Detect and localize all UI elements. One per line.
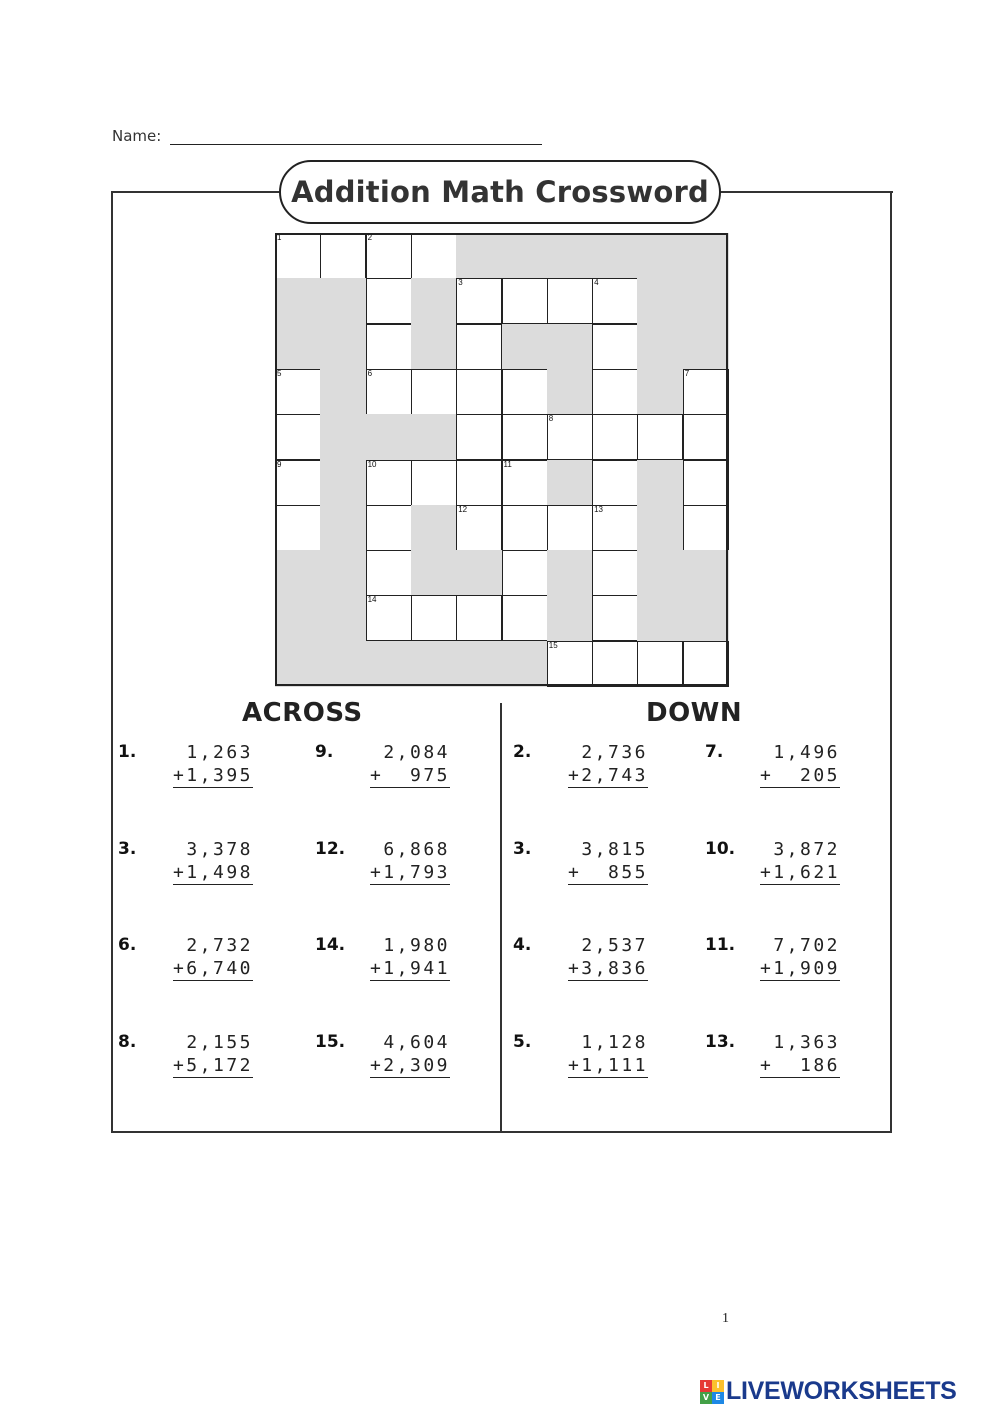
- blocked-cell: [502, 233, 548, 279]
- addend-bottom: + 855: [567, 862, 648, 883]
- down-clue: [705, 742, 840, 792]
- clue-number: 9: [277, 459, 282, 469]
- clue-number: 3: [458, 278, 463, 288]
- clue-label: 2.: [513, 742, 532, 762]
- blocked-cell: [547, 369, 593, 415]
- name-line[interactable]: [170, 144, 542, 145]
- blocked-cell: [366, 414, 412, 460]
- logo-tile: L: [700, 1380, 712, 1392]
- answer-cell[interactable]: [502, 505, 548, 551]
- blocked-cell: [637, 369, 683, 415]
- answer-cell[interactable]: [366, 460, 412, 506]
- clue-number: 10: [367, 459, 377, 469]
- liveworksheets-logo: [700, 1377, 957, 1406]
- clue-label: 1.: [118, 742, 137, 762]
- blocked-cell: [320, 369, 366, 415]
- addend-top: 3,378: [186, 839, 253, 860]
- blocked-cell: [637, 324, 683, 370]
- clue-number: 12: [458, 504, 468, 514]
- answer-cell[interactable]: [275, 233, 321, 279]
- clue-label: 7.: [705, 742, 724, 762]
- answer-cell[interactable]: [456, 324, 502, 370]
- down-clue: [705, 839, 840, 889]
- answer-cell[interactable]: [456, 595, 502, 641]
- logo-tile: E: [712, 1392, 724, 1404]
- answer-cell[interactable]: [592, 505, 638, 551]
- worksheet-title: Addition Math Crossword: [279, 160, 721, 224]
- down-clue: [513, 839, 648, 889]
- blocked-cell: [456, 641, 502, 687]
- down-clue: [513, 935, 648, 985]
- clue-number: 13: [594, 504, 603, 514]
- answer-cell[interactable]: [502, 460, 548, 506]
- blocked-cell: [275, 595, 321, 641]
- down-clue: [705, 935, 840, 985]
- blocked-cell: [637, 550, 683, 596]
- addend-bottom: +1,793: [369, 862, 450, 883]
- answer-cell[interactable]: [547, 505, 593, 551]
- blocked-cell: [456, 550, 502, 596]
- addend-top: 3,815: [581, 839, 648, 860]
- clue-label: 4.: [513, 935, 532, 955]
- blocked-cell: [320, 550, 366, 596]
- blocked-cell: [320, 324, 366, 370]
- clue-label: 6.: [118, 935, 137, 955]
- down-clue: [513, 1032, 648, 1082]
- addend-top: 1,980: [383, 935, 450, 956]
- crossword-grid: [275, 233, 728, 686]
- addend-bottom: +1,111: [567, 1055, 648, 1076]
- addend-top: 2,736: [581, 742, 648, 763]
- answer-cell[interactable]: [592, 595, 638, 641]
- answer-cell[interactable]: [320, 233, 366, 279]
- answer-cell[interactable]: [366, 595, 412, 641]
- blocked-cell: [683, 324, 729, 370]
- answer-cell[interactable]: [683, 505, 729, 551]
- answer-cell[interactable]: [592, 460, 638, 506]
- clue-number: 2: [367, 233, 373, 242]
- addend-top: 2,537: [581, 935, 648, 956]
- addend-top: 2,084: [383, 742, 450, 763]
- addend-bottom: +5,172: [172, 1055, 253, 1076]
- addend-bottom: +1,941: [369, 958, 450, 979]
- down-clue: [513, 742, 648, 792]
- answer-cell[interactable]: [547, 641, 593, 687]
- blocked-cell: [320, 278, 366, 324]
- answer-cell[interactable]: [592, 324, 638, 370]
- clue-number: 5: [277, 368, 282, 378]
- answer-cell[interactable]: [592, 369, 638, 415]
- clue-number: 1: [277, 233, 282, 242]
- answer-cell[interactable]: [411, 233, 457, 279]
- answer-cell[interactable]: [502, 369, 548, 415]
- answer-cell[interactable]: [502, 278, 548, 324]
- answer-cell[interactable]: [411, 595, 457, 641]
- frame-top-left: [111, 191, 281, 193]
- across-clue: [118, 935, 253, 985]
- blocked-cell: [320, 460, 366, 506]
- blocked-cell: [637, 278, 683, 324]
- answer-cell[interactable]: [366, 369, 412, 415]
- blocked-cell: [456, 233, 502, 279]
- answer-cell[interactable]: [637, 414, 683, 460]
- across-clue: [315, 839, 450, 889]
- blocked-cell: [366, 641, 412, 687]
- name-label: Name:: [112, 127, 162, 145]
- blocked-cell: [411, 641, 457, 687]
- across-clue: [315, 1032, 450, 1082]
- column-divider: [500, 703, 502, 1133]
- blocked-cell: [502, 324, 548, 370]
- answer-cell[interactable]: [456, 414, 502, 460]
- clue-label: 14.: [315, 935, 346, 955]
- answer-cell[interactable]: [683, 641, 729, 687]
- addend-top: 2,155: [186, 1032, 253, 1053]
- down-clue: [705, 1032, 840, 1082]
- addend-top: 7,702: [773, 935, 840, 956]
- clue-number: 6: [367, 368, 373, 378]
- answer-cell[interactable]: [683, 414, 729, 460]
- answer-cell[interactable]: [592, 641, 638, 687]
- addend-bottom: + 975: [369, 765, 450, 786]
- addend-bottom: +1,498: [172, 862, 253, 883]
- addend-bottom: + 205: [759, 765, 840, 786]
- across-clue: [118, 839, 253, 889]
- addend-bottom: +2,309: [369, 1055, 450, 1076]
- clue-number: 15: [548, 640, 558, 650]
- clue-label: 13.: [705, 1032, 736, 1052]
- blocked-cell: [411, 278, 457, 324]
- answer-cell[interactable]: [366, 324, 412, 370]
- blocked-cell: [683, 233, 729, 279]
- blocked-cell: [683, 595, 729, 641]
- addend-bottom: +1,395: [172, 765, 253, 786]
- blocked-cell: [411, 550, 457, 596]
- answer-cell[interactable]: [547, 414, 593, 460]
- clue-label: 12.: [315, 839, 346, 859]
- blocked-cell: [275, 550, 321, 596]
- clue-number: 7: [684, 368, 690, 378]
- across-clue: [315, 742, 450, 792]
- down-heading: DOWN: [646, 698, 743, 728]
- blocked-cell: [320, 641, 366, 687]
- answer-cell[interactable]: [275, 505, 321, 551]
- blocked-cell: [547, 460, 593, 506]
- clue-number: 4: [594, 278, 599, 288]
- answer-cell[interactable]: [683, 369, 729, 415]
- addend-top: 4,604: [383, 1032, 450, 1053]
- answer-cell[interactable]: [683, 460, 729, 506]
- clue-label: 3.: [513, 839, 532, 859]
- page-number: 1: [722, 1311, 729, 1326]
- blocked-cell: [683, 278, 729, 324]
- answer-cell[interactable]: [456, 505, 502, 551]
- liveworksheets-icon: [700, 1380, 724, 1404]
- logo-tile: V: [700, 1392, 712, 1404]
- blocked-cell: [637, 595, 683, 641]
- blocked-cell: [275, 278, 321, 324]
- across-heading: ACROSS: [242, 698, 363, 728]
- logo-tile: I: [712, 1380, 724, 1392]
- blocked-cell: [547, 595, 593, 641]
- answer-cell[interactable]: [592, 414, 638, 460]
- answer-cell[interactable]: [366, 233, 412, 279]
- answer-cell[interactable]: [411, 369, 457, 415]
- answer-cell[interactable]: [275, 460, 321, 506]
- answer-cell[interactable]: [366, 278, 412, 324]
- answer-cell[interactable]: [592, 278, 638, 324]
- addend-bottom: +2,743: [567, 765, 648, 786]
- answer-cell[interactable]: [592, 550, 638, 596]
- blocked-cell: [637, 233, 683, 279]
- clue-label: 5.: [513, 1032, 532, 1052]
- answer-cell[interactable]: [366, 505, 412, 551]
- blocked-cell: [320, 595, 366, 641]
- blocked-cell: [411, 414, 457, 460]
- addend-top: 1,263: [186, 742, 253, 763]
- across-clue: [315, 935, 450, 985]
- addend-top: 3,872: [773, 839, 840, 860]
- blocked-cell: [275, 641, 321, 687]
- blocked-cell: [547, 233, 593, 279]
- clue-number: 11: [503, 459, 512, 469]
- clue-label: 15.: [315, 1032, 346, 1052]
- blocked-cell: [547, 324, 593, 370]
- frame-top-right: [720, 191, 893, 193]
- answer-cell[interactable]: [502, 414, 548, 460]
- addend-top: 1,496: [773, 742, 840, 763]
- addend-top: 1,128: [581, 1032, 648, 1053]
- answer-cell[interactable]: [547, 278, 593, 324]
- addend-top: 1,363: [773, 1032, 840, 1053]
- clue-label: 3.: [118, 839, 137, 859]
- clue-number: 14: [367, 595, 377, 605]
- blocked-cell: [502, 641, 548, 687]
- answer-cell[interactable]: [456, 460, 502, 506]
- answer-cell[interactable]: [366, 550, 412, 596]
- addend-bottom: +6,740: [172, 958, 253, 979]
- clue-label: 8.: [118, 1032, 137, 1052]
- addend-bottom: + 186: [759, 1055, 840, 1076]
- blocked-cell: [411, 505, 457, 551]
- answer-cell[interactable]: [275, 369, 321, 415]
- answer-cell[interactable]: [411, 460, 457, 506]
- blocked-cell: [683, 550, 729, 596]
- addend-bottom: +1,621: [759, 862, 840, 883]
- blocked-cell: [411, 324, 457, 370]
- addend-top: 6,868: [383, 839, 450, 860]
- answer-cell[interactable]: [637, 641, 683, 687]
- blocked-cell: [275, 324, 321, 370]
- blocked-cell: [637, 460, 683, 506]
- answer-cell[interactable]: [456, 278, 502, 324]
- clue-label: 11.: [705, 935, 736, 955]
- clue-number: 8: [548, 414, 554, 424]
- clue-label: 9.: [315, 742, 334, 762]
- blocked-cell: [637, 505, 683, 551]
- across-clue: [118, 742, 253, 792]
- addend-bottom: +1,909: [759, 958, 840, 979]
- addend-bottom: +3,836: [567, 958, 648, 979]
- blocked-cell: [320, 505, 366, 551]
- blocked-cell: [547, 550, 593, 596]
- answer-cell[interactable]: [502, 550, 548, 596]
- logo-text: LIVEWORKSHEETS: [726, 1377, 957, 1405]
- blocked-cell: [320, 414, 366, 460]
- answer-cell[interactable]: [502, 595, 548, 641]
- addend-top: 2,732: [186, 935, 253, 956]
- blocked-cell: [592, 233, 638, 279]
- clue-label: 10.: [705, 839, 736, 859]
- answer-cell[interactable]: [275, 414, 321, 460]
- answer-cell[interactable]: [456, 369, 502, 415]
- across-clue: [118, 1032, 253, 1082]
